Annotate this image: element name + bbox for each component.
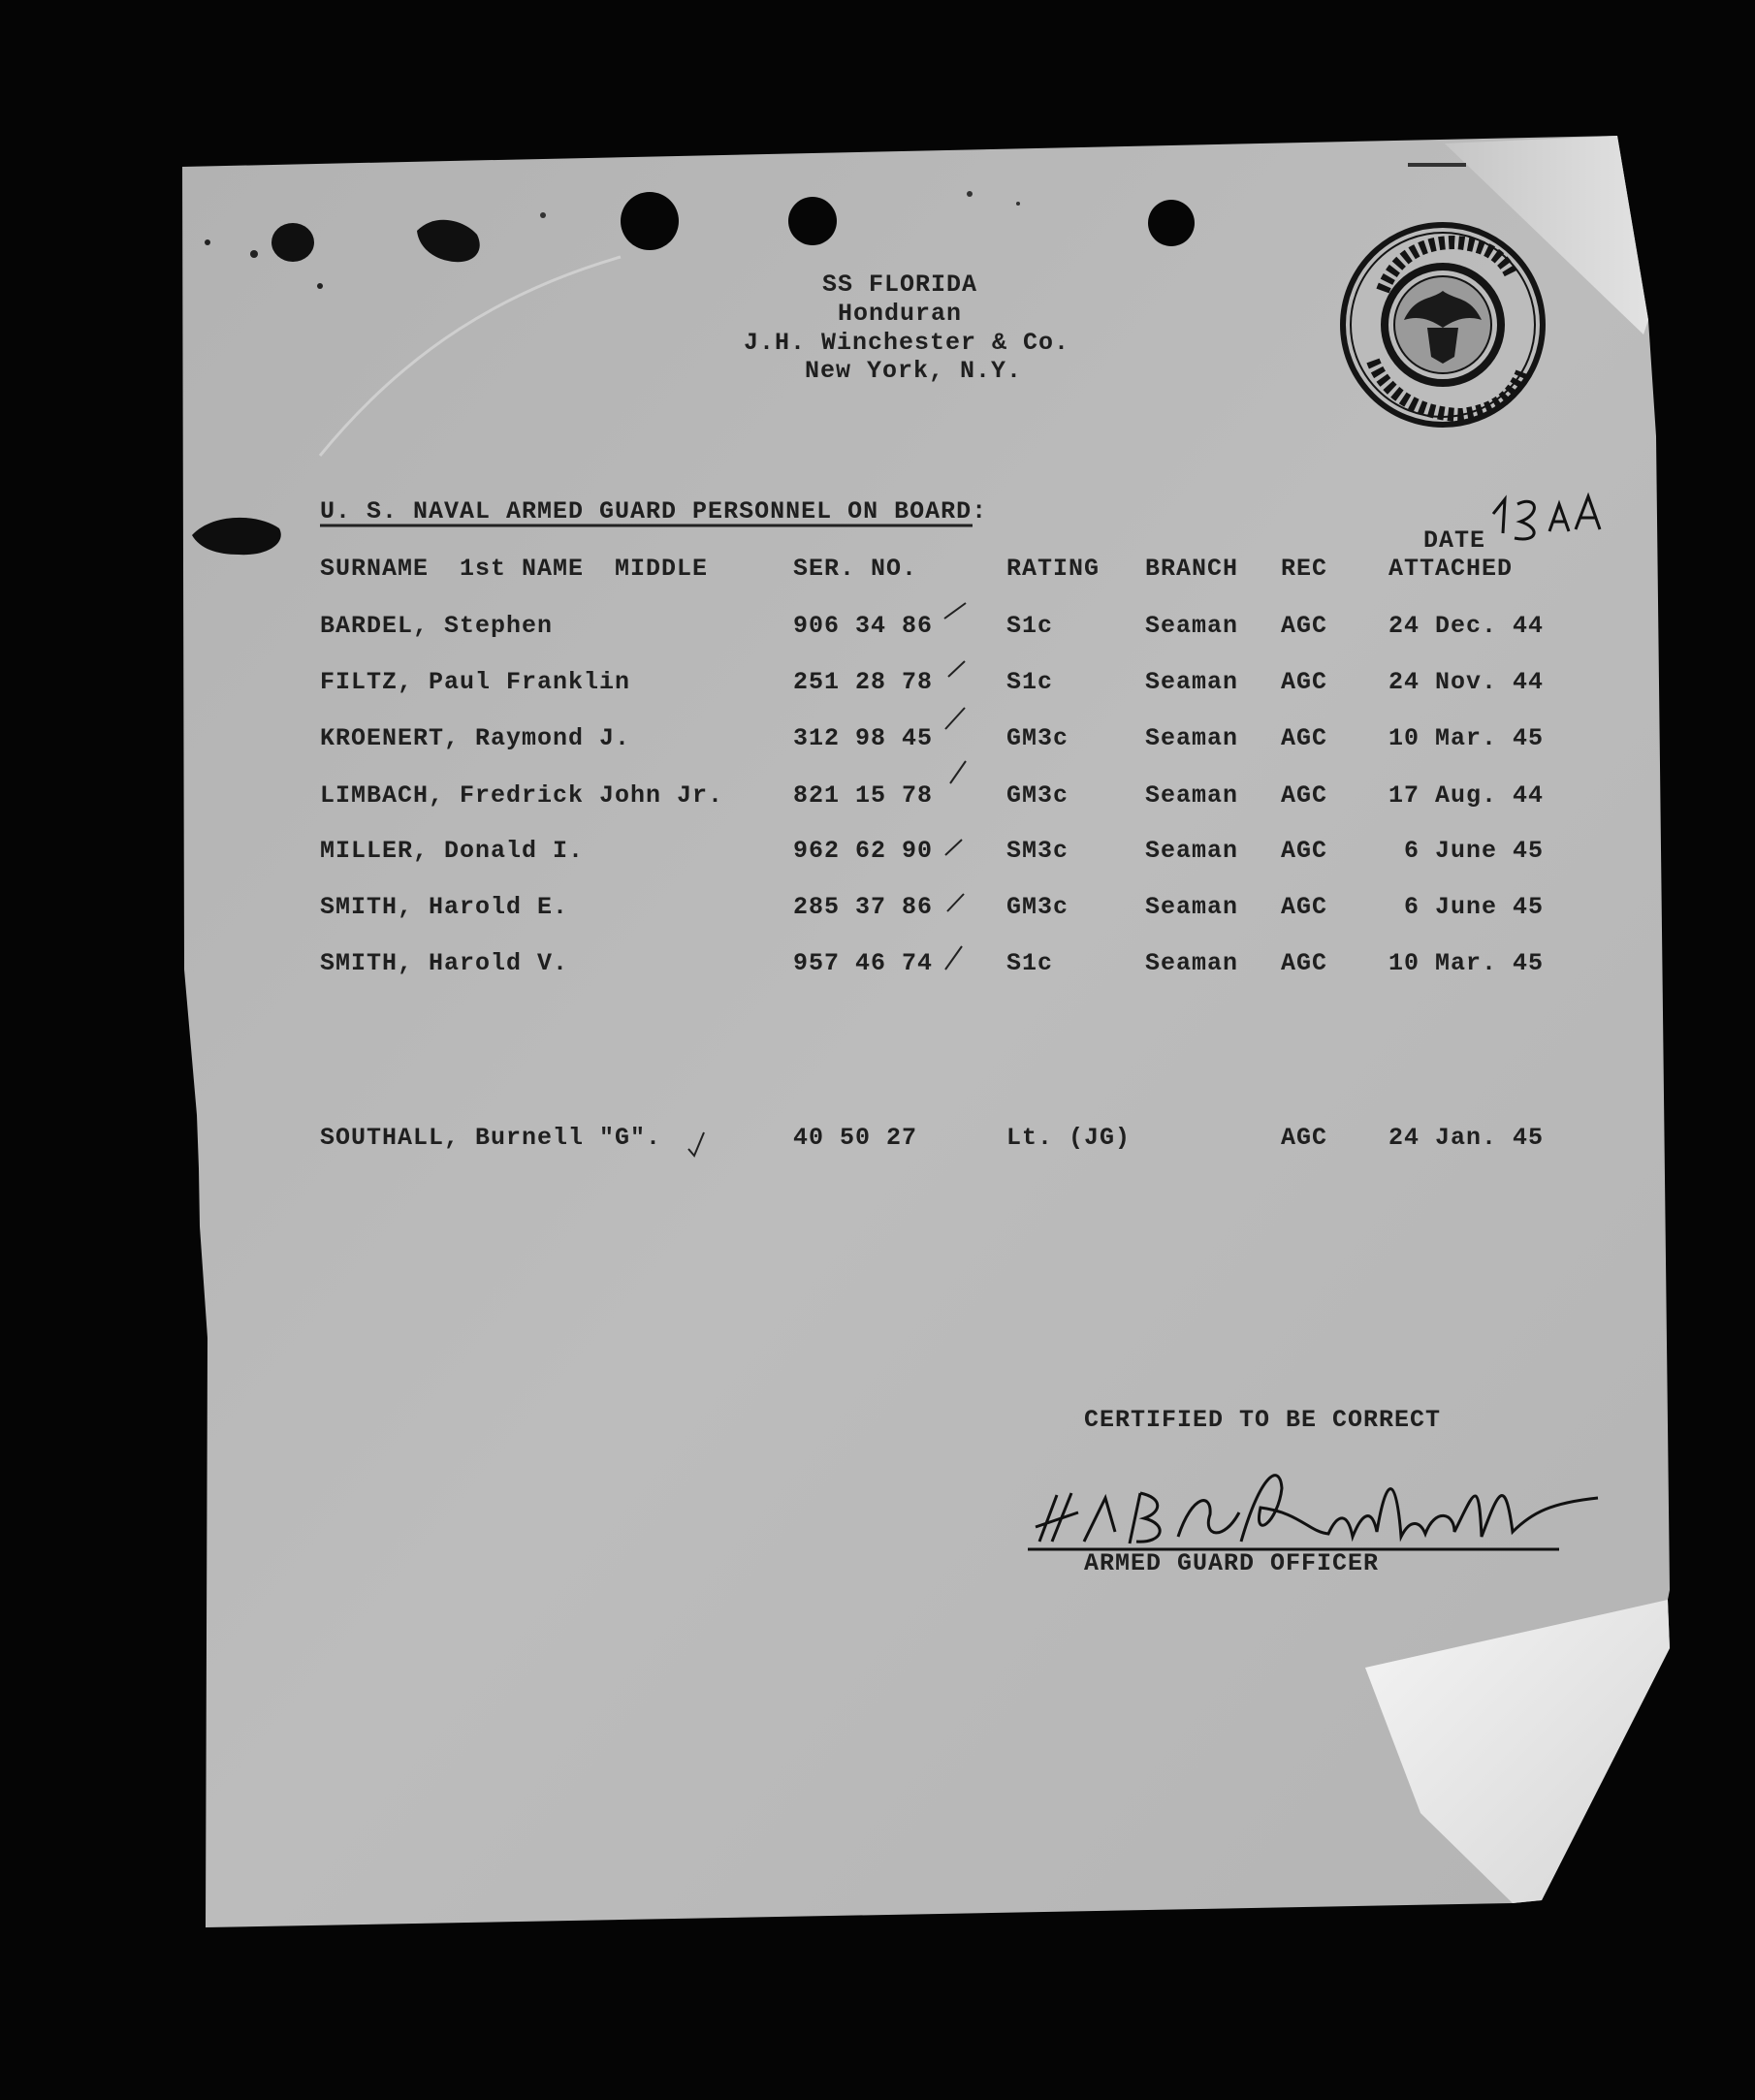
officer-rating: Lt. (JG) — [1006, 1124, 1132, 1152]
row-ser-no: 962 62 90 — [793, 837, 934, 865]
row-rec: AGC — [1281, 781, 1328, 810]
row-rating: S1c — [1006, 668, 1054, 696]
row-name: BARDEL, Stephen — [320, 612, 554, 640]
officer-rec: AGC — [1281, 1124, 1328, 1152]
punch-hole — [1148, 200, 1195, 246]
row-rec: AGC — [1281, 668, 1328, 696]
row-date: 10 Mar. 45 — [1388, 949, 1544, 977]
row-rating: S1c — [1006, 949, 1054, 977]
row-rating: GM3c — [1006, 893, 1069, 921]
ship-flag: Honduran — [837, 300, 963, 328]
ink-blot — [271, 223, 314, 262]
row-branch: Seaman — [1145, 949, 1239, 977]
row-rating: GM3c — [1006, 724, 1069, 752]
company-city: New York, N.Y. — [804, 357, 1023, 385]
officer-title: ARMED GUARD OFFICER — [1084, 1549, 1380, 1577]
row-name: LIMBACH, Fredrick John Jr. — [320, 781, 724, 810]
row-date: 17 Aug. 44 — [1388, 781, 1544, 810]
row-branch: Seaman — [1145, 781, 1239, 810]
punch-hole — [621, 192, 679, 250]
row-rec: AGC — [1281, 949, 1328, 977]
column-header-rec: REC — [1281, 555, 1328, 583]
row-date: 24 Nov. 44 — [1388, 668, 1544, 696]
officer-date: 24 Jan. 45 — [1388, 1124, 1544, 1152]
row-date: 6 June 45 — [1403, 893, 1544, 921]
row-name: SMITH, Harold V. — [320, 949, 569, 977]
row-branch: Seaman — [1145, 612, 1239, 640]
row-rating: S1c — [1006, 612, 1054, 640]
row-ser-no: 285 37 86 — [793, 893, 934, 921]
row-ser-no: 821 15 78 — [793, 781, 934, 810]
row-rating: SM3c — [1006, 837, 1069, 865]
row-name: MILLER, Donald I. — [320, 837, 585, 865]
row-ser-no: 251 28 78 — [793, 668, 934, 696]
column-header-branch: BRANCH — [1145, 555, 1239, 583]
row-date: 10 Mar. 45 — [1388, 724, 1544, 752]
certification-statement: CERTIFIED TO BE CORRECT — [1084, 1406, 1442, 1434]
row-branch: Seaman — [1145, 724, 1239, 752]
column-header-ser-no: SER. NO. — [793, 555, 918, 583]
row-branch: Seaman — [1145, 837, 1239, 865]
ship-name: SS FLORIDA — [821, 270, 978, 299]
row-branch: Seaman — [1145, 668, 1239, 696]
row-rec: AGC — [1281, 837, 1328, 865]
row-rec: AGC — [1281, 724, 1328, 752]
row-date: 6 June 45 — [1403, 837, 1544, 865]
company-name: J.H. Winchester & Co. — [743, 329, 1070, 357]
column-header-date: DATE — [1422, 526, 1486, 555]
row-name: SMITH, Harold E. — [320, 893, 569, 921]
row-date: 24 Dec. 44 — [1388, 612, 1544, 640]
row-ser-no: 957 46 74 — [793, 949, 934, 977]
officer-ser-no: 40 50 27 — [793, 1124, 918, 1152]
row-name: FILTZ, Paul Franklin — [320, 668, 631, 696]
row-rating: GM3c — [1006, 781, 1069, 810]
column-header-name: SURNAME 1st NAME MIDDLE — [320, 555, 709, 583]
row-rec: AGC — [1281, 612, 1328, 640]
column-header-attached: ATTACHED — [1388, 555, 1514, 583]
punch-hole — [788, 197, 837, 245]
row-branch: Seaman — [1145, 893, 1239, 921]
section-title: U. S. NAVAL ARMED GUARD PERSONNEL ON BOARD: — [320, 497, 988, 525]
row-ser-no: 906 34 86 — [793, 612, 934, 640]
row-rec: AGC — [1281, 893, 1328, 921]
column-header-rating: RATING — [1006, 555, 1101, 583]
officer-name: SOUTHALL, Burnell "G". — [320, 1124, 662, 1152]
row-ser-no: 312 98 45 — [793, 724, 934, 752]
row-name: KROENERT, Raymond J. — [320, 724, 631, 752]
